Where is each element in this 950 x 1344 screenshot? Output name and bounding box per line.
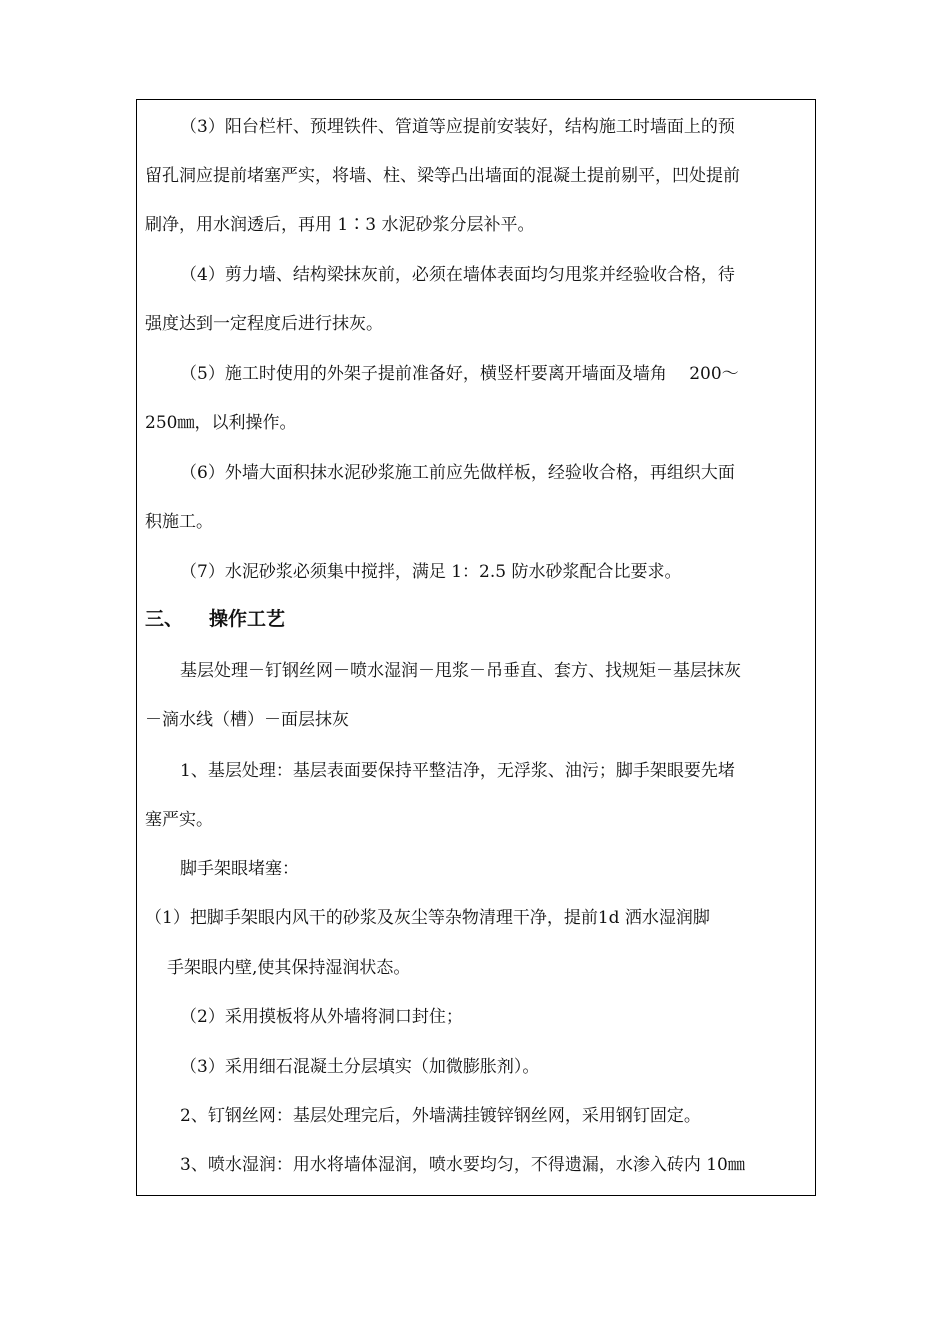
- process-flow-line-1: 基层处理－钉钢丝网－喷水湿润－甩浆－吊垂直、套方、找规矩－基层抹灰: [180, 661, 741, 681]
- step-1-line-2: 塞严实。: [145, 810, 213, 830]
- scaffold-item-1-line-2: 手架眼内壁,使其保持湿润状态。: [167, 958, 411, 978]
- paragraph-6-line-1: （6）外墙大面积抹水泥砂浆施工前应先做样板，经验收合格，再组织大面: [180, 463, 735, 483]
- step-2: 2、钉钢丝网：基层处理完后，外墙满挂镀锌钢丝网，采用钢钉固定。: [180, 1106, 701, 1126]
- paragraph-3-line-3: 刷净，用水润透后，再用 1∶3 水泥砂浆分层补平。: [145, 215, 535, 235]
- process-flow-line-2: －滴水线（槽）－面层抹灰: [145, 710, 349, 730]
- paragraph-3-line-1: （3）阳台栏杆、预埋铁件、管道等应提前安装好，结构施工时墙面上的预: [180, 117, 735, 137]
- step-1-line-1: 1、基层处理：基层表面要保持平整洁净，无浮浆、油污；脚手架眼要先堵: [180, 761, 735, 781]
- paragraph-6-line-2: 积施工。: [145, 512, 213, 532]
- scaffold-item-3: （3）采用细石混凝土分层填实（加微膨胀剂）。: [180, 1057, 540, 1077]
- document-frame: [136, 99, 816, 1196]
- paragraph-7-line-1: （7）水泥砂浆必须集中搅拌，满足 1：2.5 防水砂浆配合比要求。: [180, 562, 682, 582]
- scaffold-item-1-line-1: （1）把脚手架眼内风干的砂浆及灰尘等杂物清理干净，提前1d 洒水湿润脚: [145, 908, 710, 928]
- section-heading: [145, 606, 285, 632]
- paragraph-5-line-2: 250㎜，以利操作。: [145, 413, 297, 433]
- section-title: 操作工艺: [209, 608, 286, 630]
- paragraph-5-line-1: （5）施工时使用的外架子提前准备好，横竖杆要离开墙面及墙角 200～: [180, 364, 739, 384]
- paragraph-4-line-2: 强度达到一定程度后进行抹灰。: [145, 314, 383, 334]
- scaffold-hole-subtitle: 脚手架眼堵塞：: [180, 859, 299, 879]
- scaffold-item-2: （2）采用摸板将从外墙将洞口封住；: [180, 1007, 463, 1027]
- section-number: 三、: [145, 608, 184, 630]
- paragraph-3-line-2: 留孔洞应提前堵塞严实，将墙、柱、梁等凸出墙面的混凝土提前剔平，凹处提前: [145, 166, 740, 186]
- paragraph-4-line-1: （4）剪力墙、结构梁抹灰前，必须在墙体表面均匀甩浆并经验收合格，待: [180, 265, 735, 285]
- step-3-line-1: 3、喷水湿润：用水将墙体湿润，喷水要均匀，不得遗漏，水渗入砖内 10㎜: [180, 1155, 745, 1175]
